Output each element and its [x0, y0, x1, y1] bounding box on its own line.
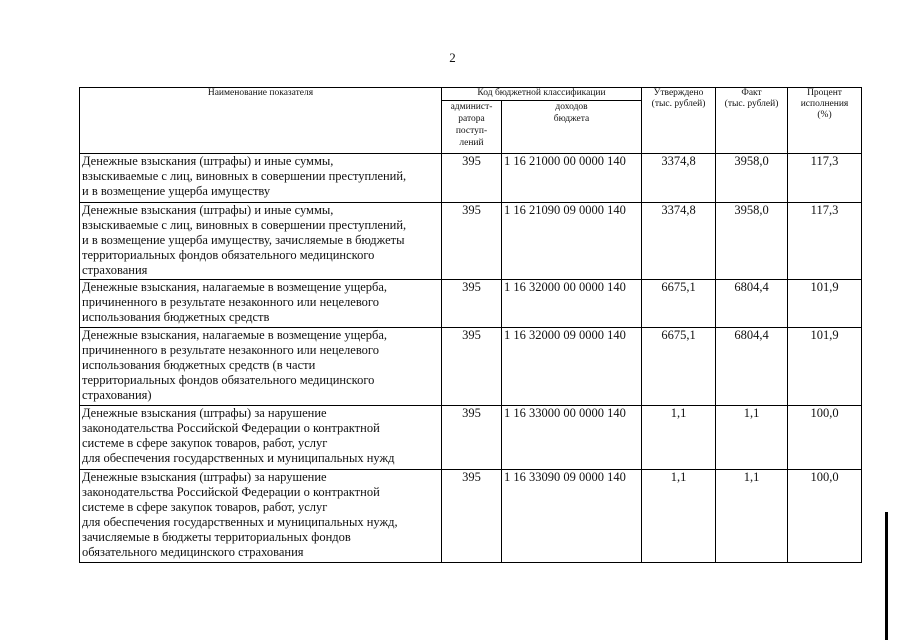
row-approved: 3374,8	[642, 203, 716, 280]
row-percent: 101,9	[788, 280, 862, 328]
table-row	[80, 154, 862, 203]
row-income-code: 1 16 21000 00 0000 140	[502, 154, 642, 203]
row-fact: 3958,0	[716, 203, 788, 280]
row-admin-code: 395	[442, 154, 502, 203]
row-income-code: 1 16 21090 09 0000 140	[502, 203, 642, 280]
page-number: 2	[449, 50, 456, 65]
row-admin-code: 395	[442, 203, 502, 280]
header-row-top	[80, 88, 862, 101]
header-fact: Факт (тыс. рублей)	[716, 88, 788, 154]
row-income-code: 1 16 32000 00 0000 140	[502, 280, 642, 328]
row-approved: 1,1	[642, 406, 716, 470]
row-fact: 3958,0	[716, 154, 788, 203]
row-percent: 100,0	[788, 406, 862, 470]
header-percent: Процент исполнения (%)	[788, 88, 862, 154]
row-fact: 1,1	[716, 406, 788, 470]
header-admin: админист- ратора поступ- лений	[442, 101, 502, 154]
row-fact: 6804,4	[716, 328, 788, 406]
header-approved: Утверждено (тыс. рублей)	[642, 88, 716, 154]
row-name: Денежные взыскания, налагаемые в возмещение ущерба, причиненного в результате незаконного или нецелевого использования бюджетных средств (в части территориальных фондов обязательного медицинского страхования)	[80, 328, 442, 406]
budget-execution-table	[79, 87, 862, 563]
table-row	[80, 203, 862, 280]
table-row	[80, 328, 862, 406]
row-percent: 117,3	[788, 203, 862, 280]
header-classification: Код бюджетной классификации	[442, 88, 642, 101]
row-approved: 6675,1	[642, 328, 716, 406]
row-name: Денежные взыскания (штрафы) и иные суммы, взыскиваемые с лиц, виновных в совершении преступлений, и в возмещение ущерба имуществу, зачисляемые в бюджеты территориальных фондов обязательного медицинского страхования	[80, 203, 442, 280]
row-percent: 117,3	[788, 154, 862, 203]
row-approved: 3374,8	[642, 154, 716, 203]
header-name: Наименование показателя	[80, 88, 442, 154]
row-admin-code: 395	[442, 280, 502, 328]
row-name: Денежные взыскания (штрафы) за нарушение законодательства Российской Федерации о контрактной системе в сфере закупок товаров, работ, услуг для обеспечения государственных и муниципальных нужд	[80, 406, 442, 470]
table-row	[80, 406, 862, 470]
row-percent: 100,0	[788, 470, 862, 563]
row-fact: 1,1	[716, 470, 788, 563]
row-admin-code: 395	[442, 328, 502, 406]
row-name: Денежные взыскания (штрафы) за нарушение законодательства Российской Федерации о контрактной системе в сфере закупок товаров, работ, услуг для обеспечения государственных и муниципальных нужд, зачисляемые в бюджеты территориальных фондов обязательного медицинского страхования	[80, 470, 442, 563]
scan-margin-line	[885, 512, 888, 640]
row-approved: 1,1	[642, 470, 716, 563]
table-row	[80, 280, 862, 328]
row-admin-code: 395	[442, 406, 502, 470]
table-row	[80, 470, 862, 563]
row-fact: 6804,4	[716, 280, 788, 328]
row-income-code: 1 16 32000 09 0000 140	[502, 328, 642, 406]
row-name: Денежные взыскания (штрафы) и иные суммы, взыскиваемые с лиц, виновных в совершении преступлений, и в возмещение ущерба имуществу	[80, 154, 442, 203]
row-income-code: 1 16 33000 00 0000 140	[502, 406, 642, 470]
row-admin-code: 395	[442, 470, 502, 563]
row-income-code: 1 16 33090 09 0000 140	[502, 470, 642, 563]
row-name: Денежные взыскания, налагаемые в возмещение ущерба, причиненного в результате незаконного или нецелевого использования бюджетных средств	[80, 280, 442, 328]
header-income: доходов бюджета	[502, 101, 642, 154]
row-percent: 101,9	[788, 328, 862, 406]
row-approved: 6675,1	[642, 280, 716, 328]
